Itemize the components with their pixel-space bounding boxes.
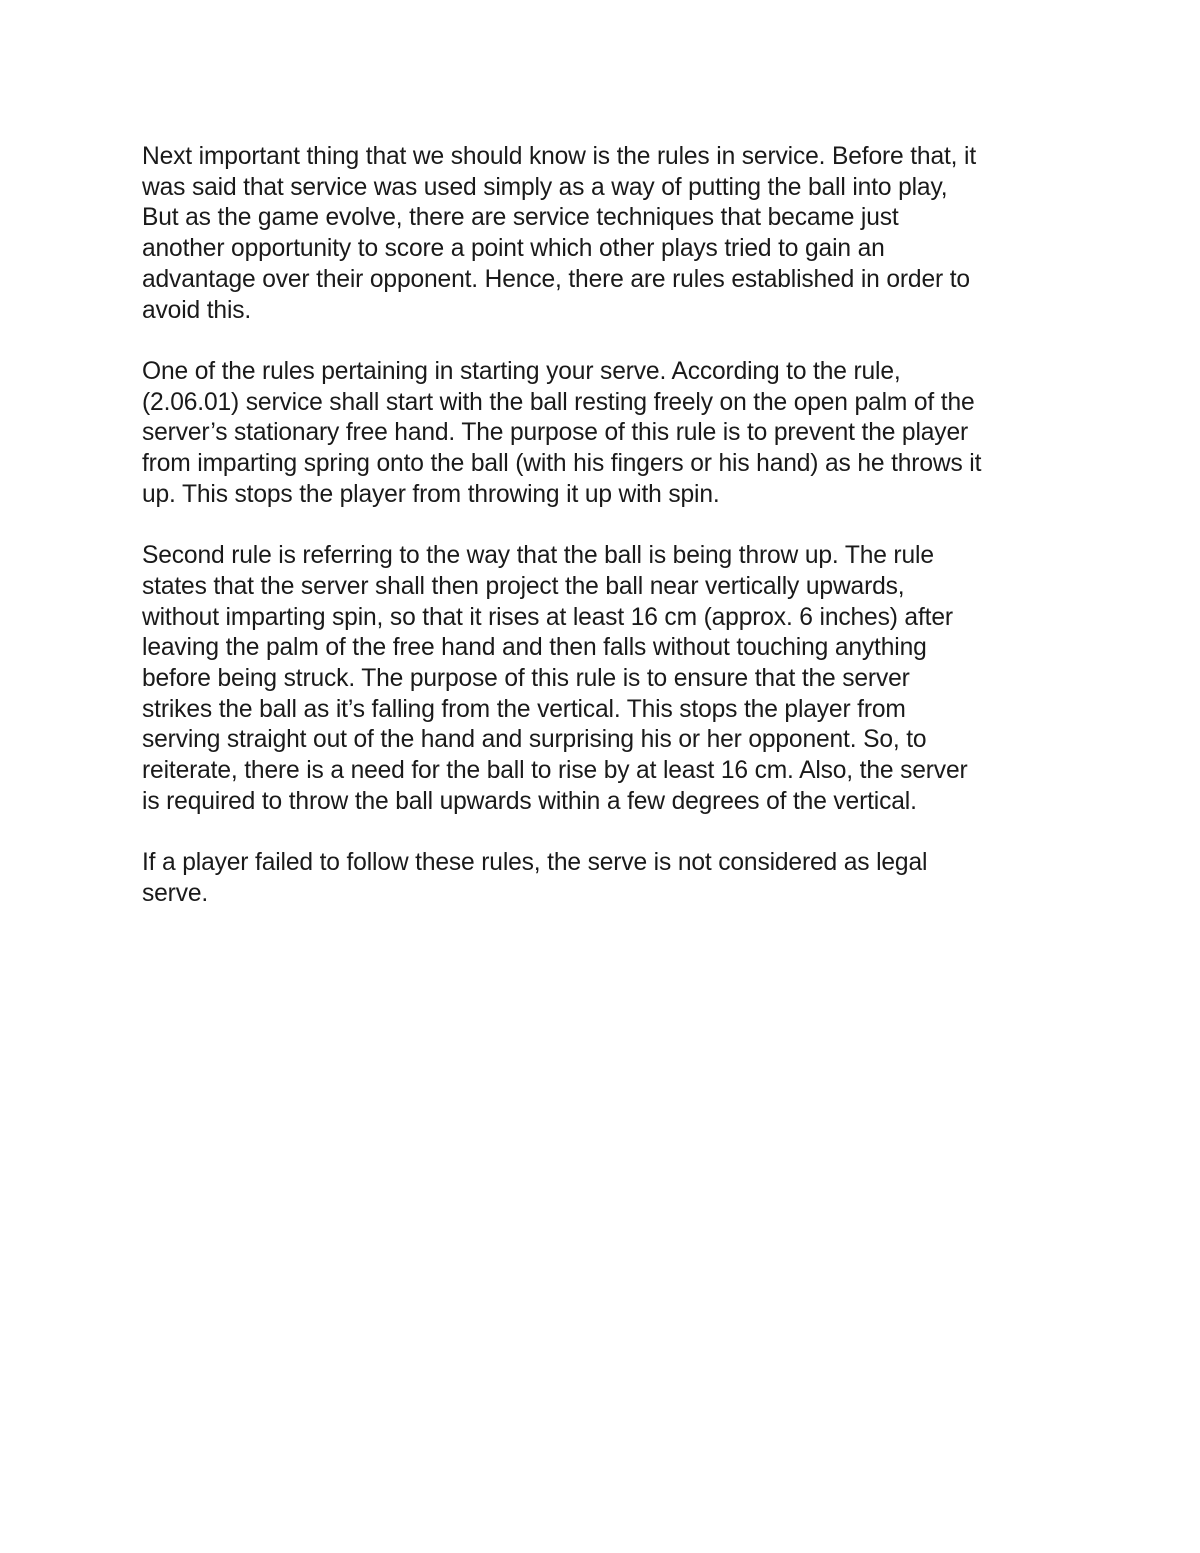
- text-line: serving straight out of the hand and surprising his or her opponent. So, to: [142, 726, 927, 754]
- text-line: states that the server shall then project the ball near vertically upwards,: [142, 572, 905, 600]
- paragraph-second-rule: [142, 541, 1072, 817]
- paragraph-first-rule: [142, 357, 1072, 511]
- text-line: Second rule is referring to the way that the ball is being throw up. The rule: [142, 542, 934, 570]
- text-line: was said that service was used simply as a way of putting the ball into play,: [142, 173, 948, 201]
- text-line: without imparting spin, so that it rises at least 16 cm (approx. 6 inches) after: [142, 603, 953, 631]
- text-line: strikes the ball as it’s falling from the vertical. This stops the player from: [142, 695, 906, 723]
- text-line: reiterate, there is a need for the ball to rise by at least 16 cm. Also, the server: [142, 757, 968, 785]
- text-line: up. This stops the player from throwing it up with spin.: [142, 480, 720, 508]
- text-line: If a player failed to follow these rules, the serve is not considered as legal: [142, 849, 928, 877]
- text-line: leaving the palm of the free hand and then falls without touching anything: [142, 634, 927, 662]
- text-line: But as the game evolve, there are service techniques that became just: [142, 204, 899, 232]
- text-line: serve.: [142, 879, 209, 907]
- text-line: advantage over their opponent. Hence, there are rules established in order to: [142, 265, 970, 293]
- text-line: from imparting spring onto the ball (with his fingers or his hand) as he throws it: [142, 450, 982, 478]
- text-line: One of the rules pertaining in starting your serve. According to the rule,: [142, 357, 901, 385]
- text-line: server’s stationary free hand. The purpose of this rule is to prevent the player: [142, 419, 969, 447]
- paragraph-conclusion: [142, 848, 1072, 909]
- document-body: [142, 142, 1072, 940]
- text-line: Next important thing that we should know is the rules in service. Before that, it: [142, 143, 977, 170]
- text-line: is required to throw the ball upwards within a few degrees of the vertical.: [142, 787, 917, 815]
- text-line: before being struck. The purpose of this rule is to ensure that the server: [142, 664, 910, 692]
- paragraph-service-intro: [142, 142, 1072, 326]
- text-line: another opportunity to score a point which other plays tried to gain an: [142, 235, 885, 263]
- text-line: avoid this.: [142, 296, 252, 324]
- text-line: (2.06.01) service shall start with the ball resting freely on the open palm of the: [142, 388, 975, 416]
